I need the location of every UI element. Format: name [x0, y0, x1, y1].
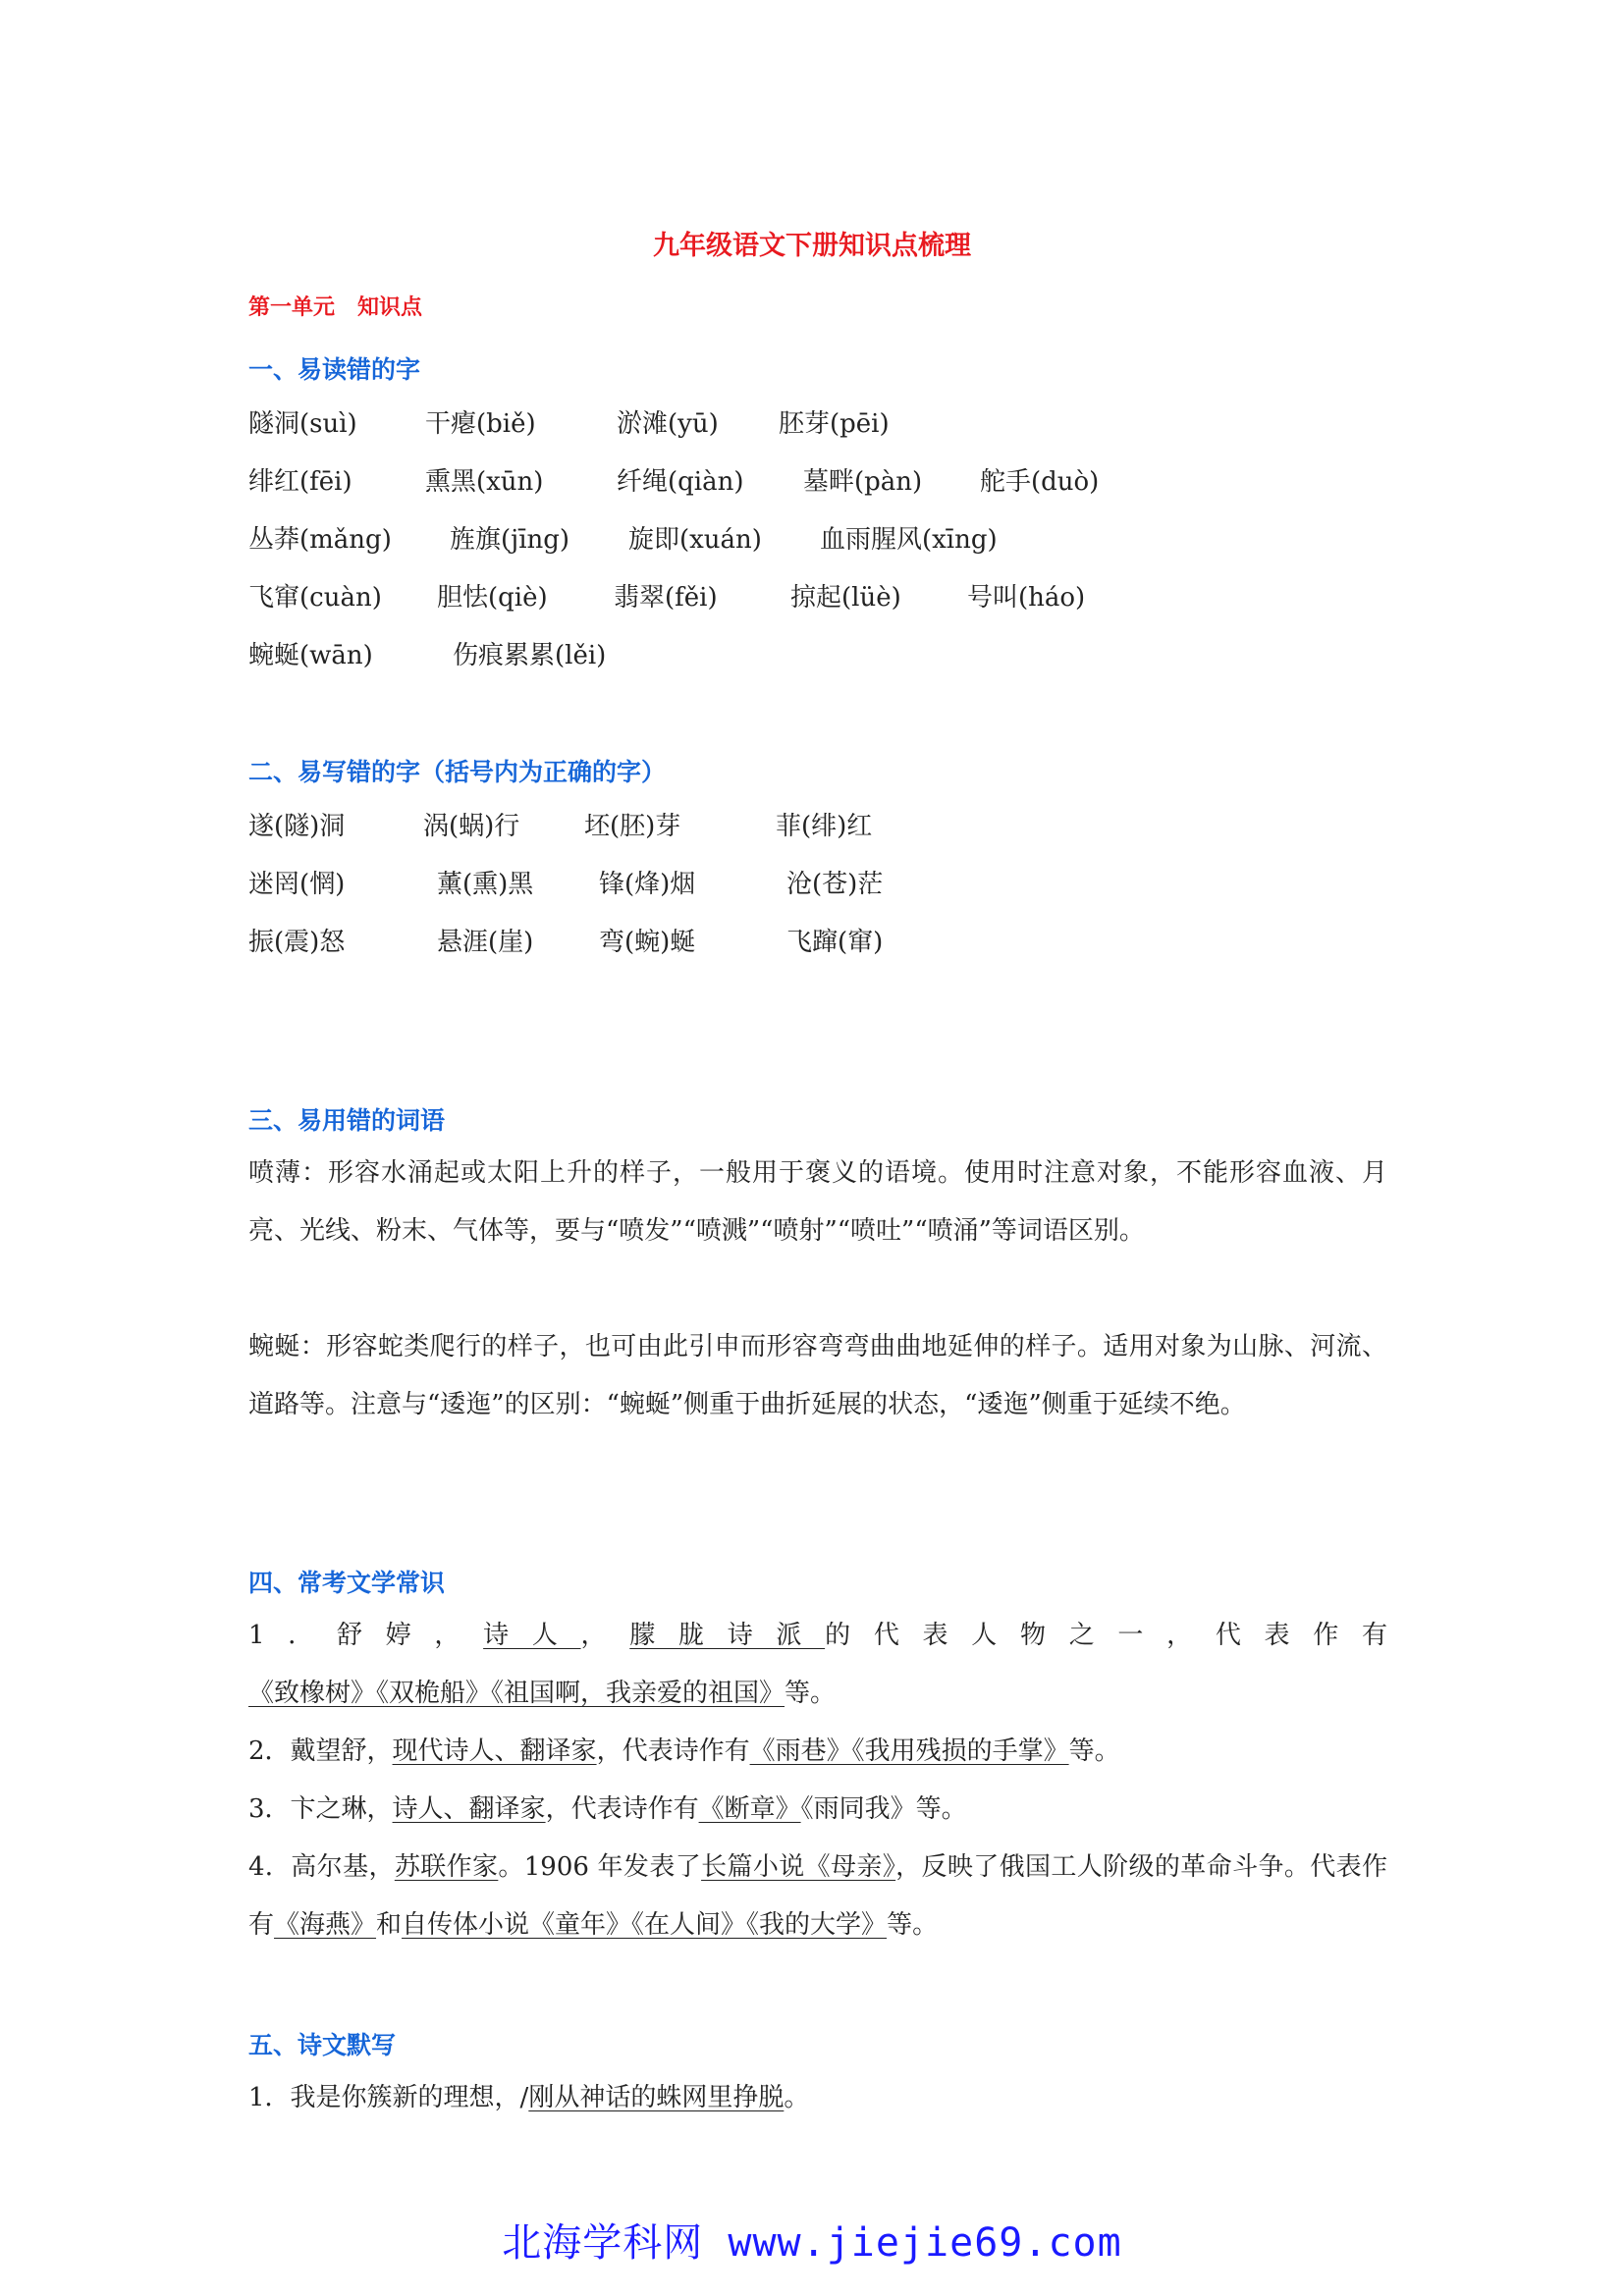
word-item: 蜿蜒(wān): [248, 641, 373, 670]
literature-item-4: 4．高尔基，苏联作家。1906 年发表了长篇小说《母亲》，反映了俄国工人阶级的革命斗争。代表作有《海燕》和自传体小说《童年》《在人间》《我的大学》等。: [248, 1852, 1387, 1940]
word-item: 舵手(duò): [980, 467, 1100, 497]
word-item: 涡(蜗)行: [423, 812, 520, 841]
section-heading-literature: 四、常考文学常识: [248, 1569, 446, 1597]
word-item: 沧(苍)茫: [786, 870, 884, 899]
section-heading-words: 三、易用错的词语: [248, 1106, 446, 1135]
word-item: 弯(蜿)蜒: [599, 928, 696, 957]
word-item: 振(震)怒: [248, 928, 346, 957]
word-item: 飞窜(cuàn): [248, 583, 382, 613]
footer-watermark: 北海学科网 www.jiejie69.com: [502, 2220, 1122, 2266]
recitation-item-1: 1．我是你簇新的理想，/刚从神话的蛛网里挣脱。: [248, 2083, 810, 2112]
section-heading-pronunciation: 一、易读错的字: [248, 355, 421, 384]
literature-item-2: 2．戴望舒，现代诗人、翻译家，代表诗作有《雨巷》《我用残损的手掌》等。: [248, 1736, 1120, 1766]
literature-item-1: 1．舒婷，诗人，朦胧诗派的代表人物之一，代表作有《致橡树》《双桅船》《祖国啊，我亲爱的祖国》等。: [248, 1621, 1387, 1708]
word-usage-pengbo: 喷薄：形容水涌起或太阳上升的样子，一般用于褒义的语境。使用时注意对象，不能形容血液、月亮、光线、粉末、气体等，要与“喷发”“喷溅”“喷射”“喷吐”“喷涌”等词语区别。: [248, 1158, 1387, 1246]
word-item: 悬涯(崖): [437, 928, 534, 957]
word-item: 翡翠(fěi): [614, 583, 718, 613]
word-item: 墓畔(pàn): [803, 467, 923, 497]
word-item: 隧洞(suì): [248, 409, 357, 439]
word-item: 菲(绯)红: [776, 812, 873, 841]
word-item: 锋(烽)烟: [599, 870, 696, 899]
word-item: 坯(胚)芽: [584, 812, 681, 841]
word-item: 遂(隧)洞: [248, 812, 346, 841]
word-item: 薰(熏)黑: [437, 870, 534, 899]
word-item: 飞蹿(窜): [786, 928, 884, 957]
word-item: 迷罔(惘): [248, 870, 346, 899]
word-item: 胚芽(pēi): [779, 409, 890, 439]
word-item: 血雨腥风(xīng): [820, 525, 998, 555]
word-item: 淤滩(yū): [617, 409, 719, 439]
word-item: 伤痕累累(lěi): [453, 641, 607, 670]
word-item: 丛莽(mǎng): [248, 525, 392, 555]
word-item: 胆怯(qiè): [437, 583, 548, 613]
section-heading-writing: 二、易写错的字（括号内为正确的字）: [248, 758, 667, 786]
document-title: 九年级语文下册知识点梳理: [653, 231, 971, 261]
word-usage-wanyan: 蜿蜒：形容蛇类爬行的样子，也可由此引申而形容弯弯曲曲地延伸的样子。适用对象为山脉、河流、道路等。注意与“逶迤”的区别：“蜿蜒”侧重于曲折延展的状态，“逶迤”侧重于延续不绝。: [248, 1332, 1387, 1419]
word-item: 旌旗(jīng): [450, 525, 570, 555]
word-item: 旋即(xuán): [628, 525, 762, 555]
word-item: 绯红(fēi): [248, 467, 352, 497]
word-item: 号叫(háo): [967, 583, 1086, 613]
unit-label: 第一单元 知识点: [248, 295, 422, 320]
word-item: 掠起(lüè): [790, 583, 901, 613]
section-heading-recitation: 五、诗文默写: [248, 2031, 397, 2059]
word-item: 干瘪(biě): [425, 409, 536, 439]
word-item: 熏黑(xūn): [425, 467, 544, 497]
word-item: 纤绳(qiàn): [617, 467, 744, 497]
literature-item-3: 3．卞之琳，诗人、翻译家，代表诗作有《断章》《雨同我》等。: [248, 1794, 967, 1824]
